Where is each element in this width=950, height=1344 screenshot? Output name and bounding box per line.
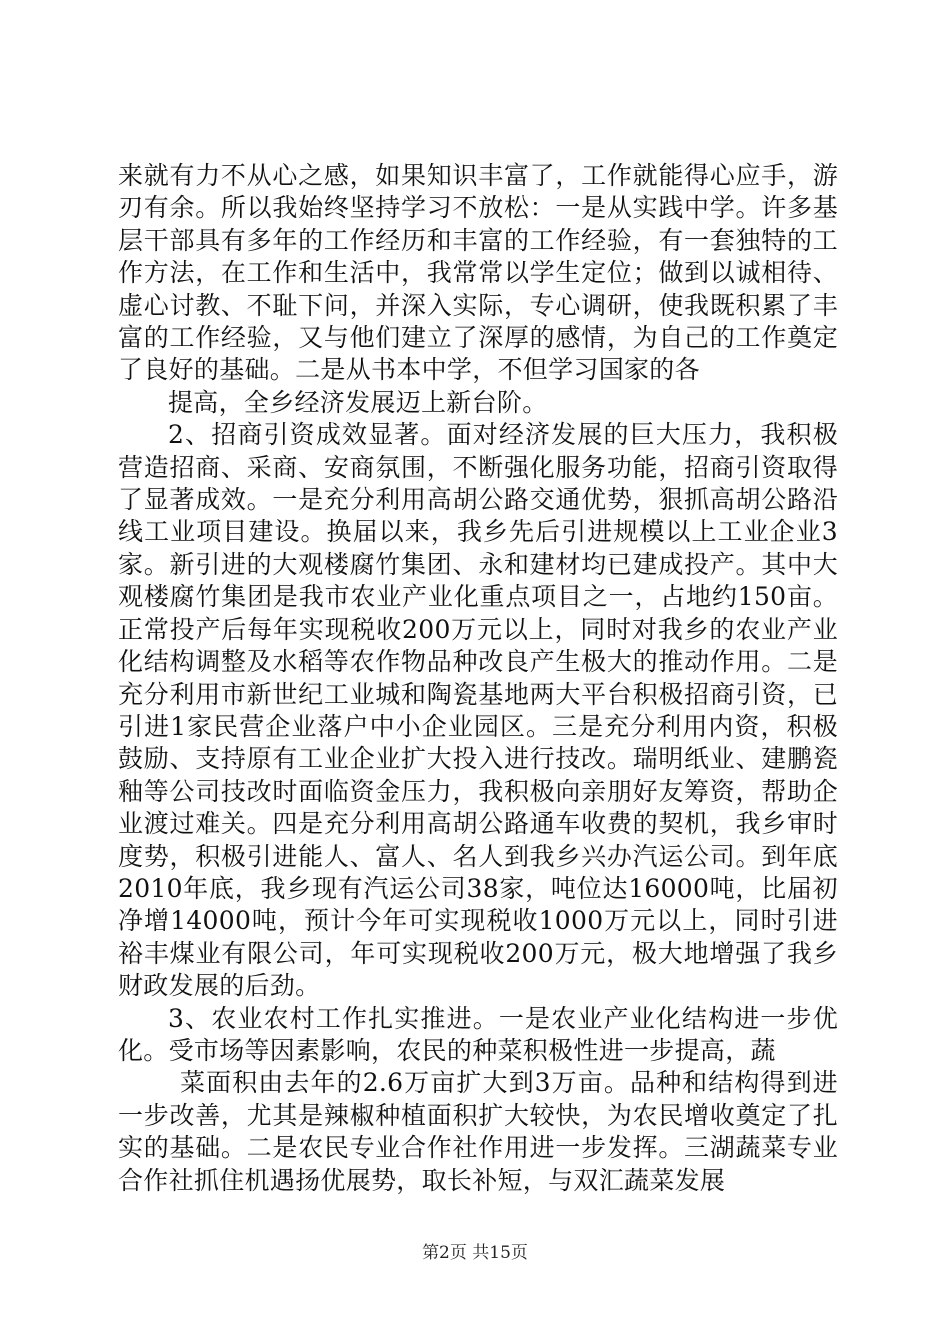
paragraph-investment: 2、招商引资成效显著。面对经济发展的巨大压力，我积极营造招商、采商、安商氛围，不断强化服务功能，招商引资取得了显著成效。一是充分利用高胡公路交通优势，狠抓高胡公路沿线工业项目建设。换届以来，我乡先后引进规模以上工业企业3家。新引进的大观楼腐竹集团、永和建材均已建成投产。其中大观楼腐竹集团是我市农业产业化重点项目之一，占地约150亩。正常投产后每年实现税收200万元以上，同时对我乡的农业产业化结构调整及水稻等农作物品种改良产生极大的推动作用。二是充分利用市新世纪工业城和陶瓷基地两大平台积极招商引资，已引进1家民营企业落户中小企业园区。三是充分利用内资，积极鼓励、支持原有工业企业扩大投入进行技改。瑞明纸业、建鹏瓷釉等公司技改时面临资金压力，我积极向亲朋好友筹资，帮助企业渡过难关。四是充分利用高胡公路通车收费的契机，我乡审时度势，积极引进能人、富人、名人到我乡兴办汽运公司。到年底2010年底，我乡现有汽运公司38家，吨位达16000吨，比届初净增14000吨，预计今年可实现税收1000万元以上，同时引进裕丰煤业有限公司，年可实现税收200万元，极大地增强了我乡财政发展的后劲。: [118, 420, 838, 1001]
document-body: [118, 160, 838, 1197]
paragraph-fragment: 提高，全乡经济发展迈上新台阶。: [168, 387, 548, 417]
page-number-footer: 第2页 共15页: [422, 1243, 528, 1263]
paragraph-vegetables: 菜面积由去年的2.6万亩扩大到3万亩。品种和结构得到进一步改善，尤其是辣椒种植面积扩大较快，为农民增收奠定了扎实的基础。二是农民专业合作社作用进一步发挥。三湖蔬菜专业合作社抓住机遇扬优展势，取长补短，与双汇蔬菜发展: [118, 1068, 838, 1195]
paragraph-agriculture: 3、农业农村工作扎实推进。一是农业产业化结构进一步优化。受市场等因素影响，农民的种菜积极性进一步提高，蔬: [118, 1003, 838, 1065]
paragraph-continuation: 来就有力不从心之感，如果知识丰富了，工作就能得心应手，游刃有余。所以我始终坚持学习不放松：一是从实践中学。许多基层干部具有多年的工作经历和丰富的工作经验，有一套独特的工作方法，在工作和生活中，我常常以学生定位；做到以诚相待、虚心讨教、不耻下问，并深入实际，专心调研，使我既积累了丰富的工作经验，又与他们建立了深厚的感情，为自己的工作奠定了良好的基础。二是从书本中学，不但学习国家的各: [118, 161, 838, 385]
